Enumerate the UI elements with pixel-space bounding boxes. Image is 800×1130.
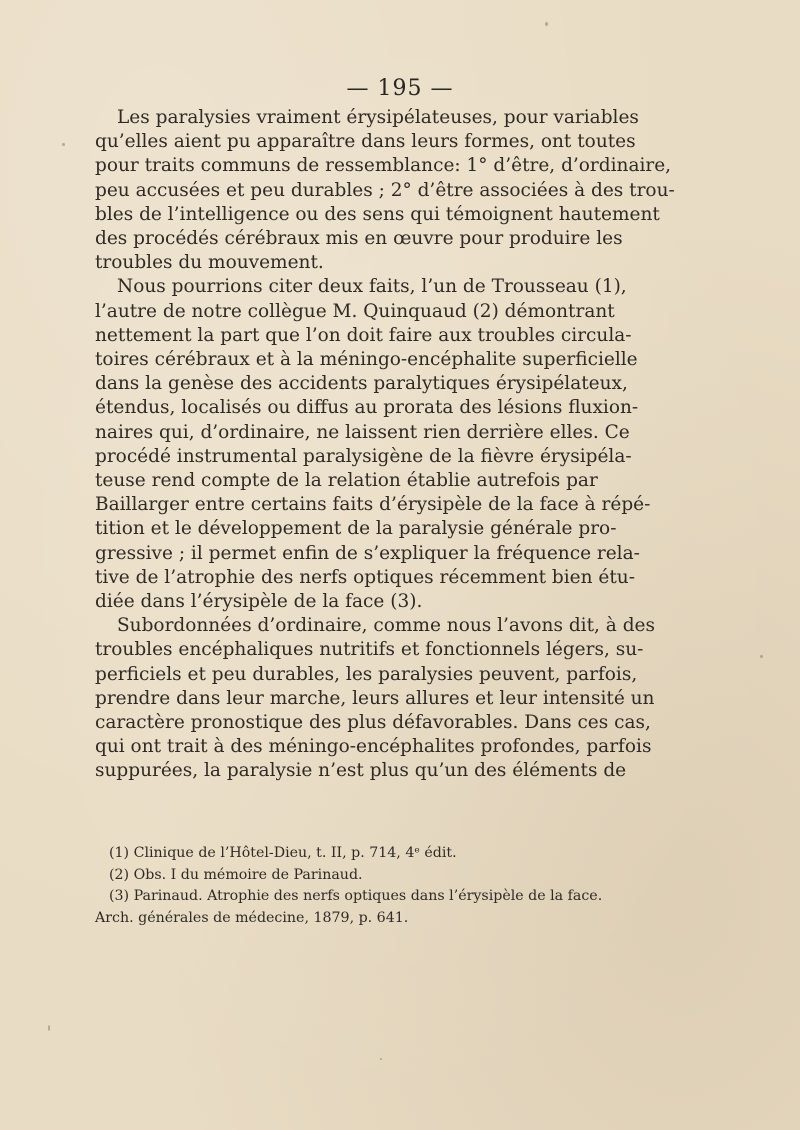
paper-speck	[380, 1058, 382, 1060]
paragraph-line: nettement la part que l’on doit faire aux troubles circula-	[95, 324, 632, 346]
paper-speck	[62, 143, 65, 146]
paragraph-line: procédé instrumental paralysigène de la fièvre érysipéla-	[95, 445, 632, 467]
paragraph-line: tition et le développement de la paralysie générale pro-	[95, 518, 617, 540]
paragraph-line: qui ont trait à des méningo-encéphalites profondes, parfois	[95, 736, 652, 758]
paragraph-line: Nous pourrions citer deux faits, l’un de Trousseau (1),	[117, 276, 627, 298]
paragraph-line: dans la genèse des accidents paralytiques érysipélateux,	[95, 373, 628, 395]
footnote: (3) Parinaud. Atrophie des nerfs optiques dans l’érysipèle de la face.	[109, 888, 603, 904]
paragraph-line: gressive ; il permet enfin de s’expliquer la fréquence rela-	[95, 542, 640, 564]
paragraph-line: Baillarger entre certains faits d’érysipèle de la face à répé-	[95, 494, 651, 516]
paragraph-line: caractère pronostique des plus défavorables. Dans ces cas,	[95, 712, 651, 734]
paragraph-line: suppurées, la paralysie n’est plus qu’un des éléments de	[95, 760, 627, 782]
footnote-continuation: Arch. générales de médecine, 1879, p. 641.	[95, 909, 409, 926]
footnote: (1) Clinique de l’Hôtel-Dieu, t. II, p. 714, 4ᵉ édit.	[109, 845, 457, 861]
paragraph-line: l’autre de notre collègue M. Quinquaud (2) démontrant	[95, 300, 615, 322]
body-text	[95, 106, 675, 784]
paragraph-line: troubles encéphaliques nutritifs et fonctionnels légers, su-	[95, 639, 644, 661]
paper-speck	[48, 1025, 50, 1031]
paragraph-line: pour traits communs de ressemblance: 1° d’être, d’ordinaire,	[95, 155, 672, 177]
paragraph-line: des procédés cérébraux mis en œuvre pour produire les	[95, 228, 623, 250]
paper-speck	[760, 655, 763, 658]
paragraph-line: toires cérébraux et à la méningo-encéphalite superficielle	[95, 349, 638, 371]
paper-speck	[545, 22, 548, 26]
paragraph-line: perficiels et peu durables, les paralysies peuvent, parfois,	[95, 663, 638, 685]
footnotes	[95, 843, 603, 929]
paragraph-line: troubles du mouvement.	[95, 252, 324, 274]
page-number: — 195 —	[346, 76, 454, 101]
paragraph-line: prendre dans leur marche, leurs allures et leur intensité un	[95, 687, 655, 709]
paragraph-line: diée dans l’érysipèle de la face (3).	[95, 591, 423, 613]
paragraph-line: bles de l’intelligence ou des sens qui témoignent hautement	[95, 203, 660, 225]
paragraph-line: Les paralysies vraiment érysipélateuses, pour variables	[117, 107, 639, 128]
paragraph-line: qu’elles aient pu apparaître dans leurs formes, ont toutes	[95, 131, 636, 153]
paragraph-line: naires qui, d’ordinaire, ne laissent rien derrière elles. Ce	[95, 421, 630, 443]
paragraph-line: teuse rend compte de la relation établie autrefois par	[95, 470, 598, 492]
paragraph-line: étendus, localisés ou diffus au prorata des lésions fluxion-	[95, 397, 639, 419]
footnote: (2) Obs. I du mémoire de Parinaud.	[109, 866, 363, 883]
paragraph-line: Subordonnées d’ordinaire, comme nous l’avons dit, à des	[117, 615, 655, 637]
paragraph-line: peu accusées et peu durables ; 2° d’être associées à des trou-	[95, 179, 675, 201]
paragraph-line: tive de l’atrophie des nerfs optiques récemment bien étu-	[95, 566, 635, 588]
